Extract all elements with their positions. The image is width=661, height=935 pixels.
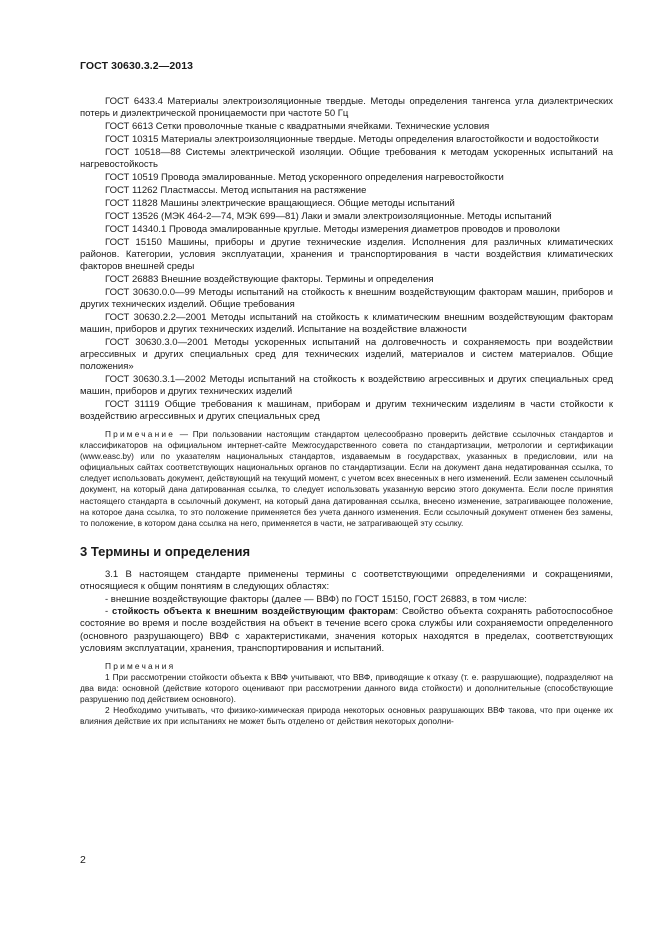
list-dash: - — [105, 606, 113, 618]
notes-label: Примечания — [105, 660, 176, 671]
reference-item: ГОСТ 6613 Сетки проволочные тканые с квадратными ячейками. Технические условия — [105, 121, 490, 132]
reference-item: ГОСТ 15150 Машины, приборы и другие технические изделия. Исполнения для различных климатических районов. Категории, условия эксплуатации, хранения и транспортирования в части воздействия климатических факторов внешней среды — [80, 237, 613, 272]
reference-item: ГОСТ 11828 Машины электрические вращающиеся. Общие методы испытаний — [105, 198, 455, 209]
references-note — [80, 429, 613, 529]
reference-item: ГОСТ 30630.3.1—2002 Методы испытаний на стойкость к воздействию агрессивных и других специальных сред машин, приборов и других технических изделий — [80, 374, 613, 397]
reference-item: ГОСТ 26883 Внешние воздействующие факторы. Термины и определения — [105, 274, 434, 285]
definition-text: : Свойство объекта сохранять работоспособное состояние во время и после воздействия на объект в течение всего срока службы или сохраняемости определенного (основного разрушающего) ВВФ с характеристиками, значения которых находятся в пределах, соответствующих условиям эксплуатации, хранения, транспортирования и испытаний. — [80, 606, 613, 655]
definition-paragraph — [80, 606, 613, 656]
page-content — [80, 96, 613, 727]
reference-item: ГОСТ 10315 Материалы электроизоляционные твердые. Методы определения влагостойкости и водостойкости — [105, 134, 599, 145]
reference-item: ГОСТ 30630.3.0—2001 Методы ускоренных испытаний на долговечность и сохраняемость при воздействии агрессивных и других специальных сред для технических изделий, материалов и систем материалов. Общие положения» — [80, 337, 613, 372]
paragraph-3-1: 3.1 В настоящем стандарте применены термины с соответствующими определениями и сокращениями, относящиеся к общим понятиям в следующих областях: — [80, 568, 613, 593]
reference-item: ГОСТ 30630.0.0—99 Методы испытаний на стойкость к внешним воздействующим факторам машин, приборов и других технических изделий. Общие требования — [80, 287, 613, 310]
section-title: 3 Термины и определения — [80, 543, 251, 559]
note-2: 2 Необходимо учитывать, что физико-химическая природа некоторых основных разрушающих ВВФ такова, что при оценке их влияния действие их при испытаниях не может быть отделено от действия некоторых дополни- — [80, 704, 613, 727]
normative-references-list — [80, 96, 613, 423]
defined-term: стойкость объекта к внешним воздействующим факторам — [112, 606, 396, 618]
reference-item: ГОСТ 13526 (МЭК 464-2—74, МЭК 699—81) Лаки и эмали электроизоляционные. Методы испытаний — [105, 211, 552, 222]
note-label: Примечание — [105, 429, 176, 439]
reference-item: ГОСТ 10519 Провода эмалированные. Метод ускоренного определения нагревостойкости — [105, 172, 504, 183]
document-header: ГОСТ 30630.3.2—2013 — [80, 60, 194, 72]
reference-item: ГОСТ 10518—88 Системы электрической изоляции. Общие требования к методам ускоренных испытаний на нагревостойкость — [80, 147, 613, 170]
list-item-vvf: - внешние воздействующие факторы (далее — ВВФ) по ГОСТ 15150, ГОСТ 26883, в том числе: — [105, 593, 527, 605]
reference-item: ГОСТ 11262 Пластмассы. Метод испытания на растяжение — [105, 185, 367, 196]
reference-item: ГОСТ 31119 Общие требования к машинам, приборам и другим техническим изделиям в части стойкости к воздействию агрессивных и других специальных сред — [80, 399, 613, 422]
reference-item: ГОСТ 14340.1 Провода эмалированные круглые. Методы измерения диаметров проводов и проволоки — [105, 224, 560, 235]
reference-item: ГОСТ 30630.2.2—2001 Методы испытаний на стойкость к климатическим внешним воздействующим факторам машин, приборов и других технических изделий. Испытание на воздействие влажности — [80, 312, 613, 335]
section-body — [80, 569, 613, 727]
note-text: — При пользовании настоящим стандартом целесообразно проверить действие ссылочных стандартов и классификаторов на официальном интернет-сайте Межгосударственного совета по стандартизации, метрологии и сертификации (www.easc.by) или по указателям национальных стандартов, издаваемым в государствах, указанных в предисловии, или на официальных сайтах соответствующих национальных органов по стандартизации. Если на документ дана недатированная ссылка, то следует использовать документ, действующий на текущий момент, с учетом всех внесенных в него изменений. Если заменен ссылочный документ, на который дана датированная ссылка, то следует использовать указанную версию этого документа. Если после принятия настоящего стандарта в ссылочный документ, на который дана датированная ссылка, внесено изменение, затрагивающее положение, на которое дана ссылка, то это положение применяется без учета данного изменения. Если ссылочный документ отменен без замены, то положение, в котором дана ссылка на него, применяется в части, не затрагивающей эту ссылку. — [80, 429, 613, 528]
page-number: 2 — [80, 854, 86, 866]
reference-item: ГОСТ 6433.4 Материалы электроизоляционные твердые. Методы определения тангенса угла диэлектрических потерь и диэлектрической проницаемости при частоте 50 Гц — [80, 96, 613, 119]
note-1: 1 При рассмотрении стойкости объекта к ВВФ учитывают, что ВВФ, приводящие к отказу (т. е. разрушающие), подразделяют на два вида: основной (действие которого оценивают при рассмотрении данного вида стойкости) и дополнительные (способствующие разрушению под действием основного). — [80, 671, 613, 704]
